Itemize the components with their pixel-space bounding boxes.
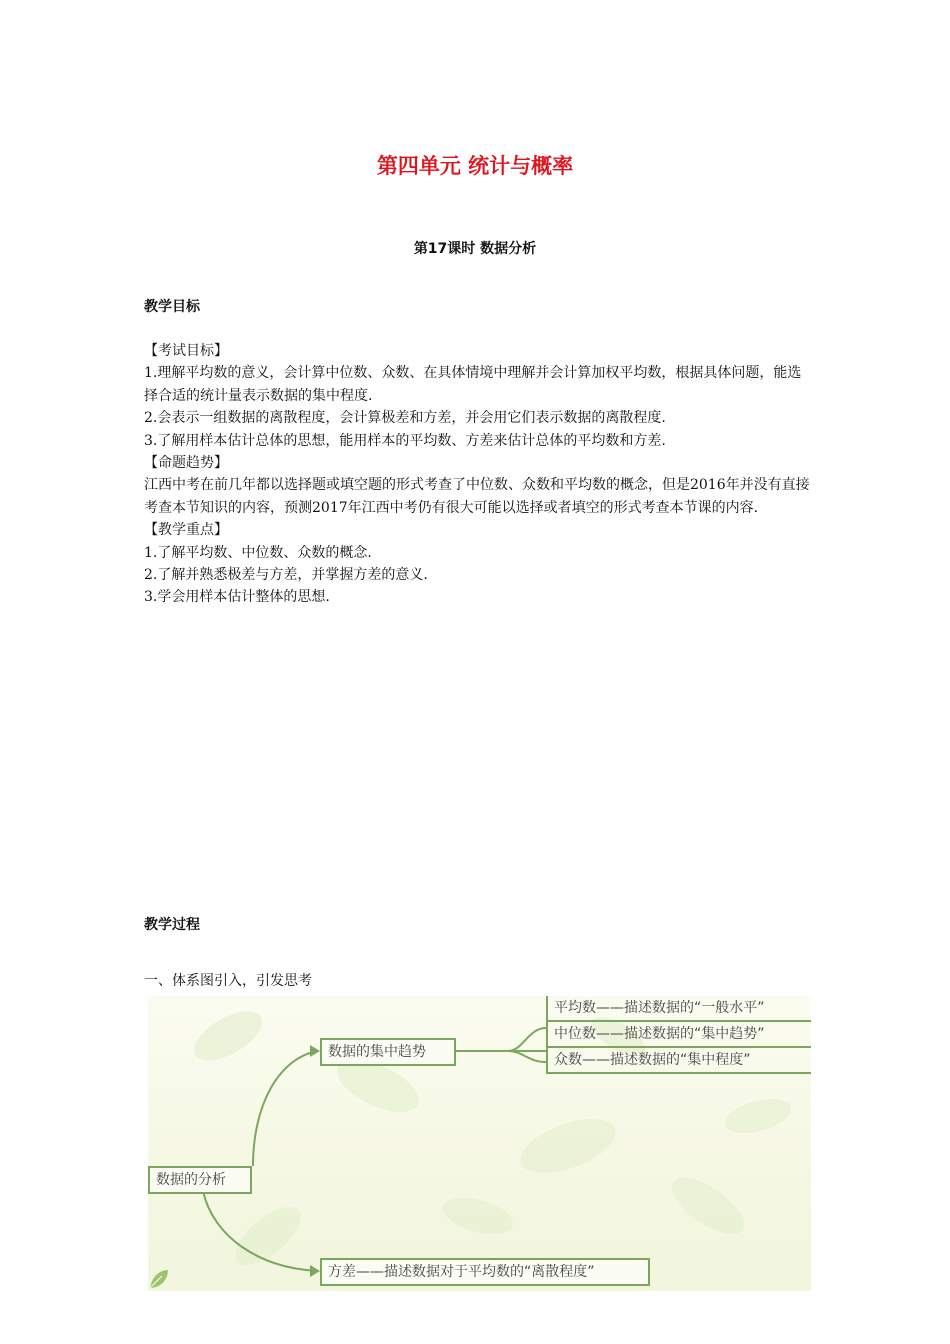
variance-node: 方差——描述数据对于平均数的“离散程度” bbox=[320, 1258, 650, 1286]
key-points-tag: 【教学重点】 bbox=[144, 522, 228, 539]
mean-item: 平均数——描述数据的“一般水平” bbox=[546, 996, 811, 1022]
unit-title: 第四单元 统计与概率 bbox=[376, 154, 574, 178]
leaf-icon bbox=[148, 1268, 170, 1290]
process-heading: 教学过程 bbox=[144, 917, 200, 933]
concept-diagram bbox=[148, 996, 811, 1291]
mode-item: 众数——描述数据的“集中程度” bbox=[546, 1048, 811, 1074]
objectives-body bbox=[144, 340, 814, 609]
root-node: 数据的分析 bbox=[148, 1166, 252, 1194]
lesson-title: 第17课时 数据分析 bbox=[413, 241, 537, 257]
exam-goal-tag: 【考试目标】 bbox=[144, 343, 228, 359]
key-point-1: 1.了解平均数、中位数、众数的概念. bbox=[144, 544, 372, 561]
key-point-2: 2.了解并熟悉极差与方差，并掌握方差的意义. bbox=[144, 567, 428, 584]
median-item: 中位数——描述数据的“集中趋势” bbox=[546, 1022, 811, 1048]
central-tendency-node: 数据的集中趋势 bbox=[320, 1038, 456, 1066]
trend-tag: 【命题趋势】 bbox=[144, 455, 228, 472]
objectives-heading: 教学目标 bbox=[144, 299, 200, 315]
trend-text: 江西中考在前几年都以选择题或填空题的形式考查了中位数、众数和平均数的概念，但是2016年并没有直接考查本节知识的内容，预测2017年江西中考仍有很大可能以选择或者填空的形式考查本节课的内容. bbox=[144, 477, 810, 516]
key-point-3: 3.学会用样本估计整体的思想. bbox=[144, 589, 330, 606]
exam-goal-item-2: 2.会表示一组数据的离散程度，会计算极差和方差，并会用它们表示数据的离散程度. bbox=[144, 410, 666, 427]
exam-goal-item-3: 3.了解用样本估计总体的思想，能用样本的平均数、方差来估计总体的平均数和方差. bbox=[144, 432, 666, 449]
process-step-1: 一、体系图引入，引发思考 bbox=[144, 973, 312, 989]
exam-goal-item-1: 1.理解平均数的意义，会计算中位数、众数、在具体情境中理解并会计算加权平均数，根据具体问题，能选择合适的统计量表示数据的集中程度. bbox=[144, 365, 802, 404]
